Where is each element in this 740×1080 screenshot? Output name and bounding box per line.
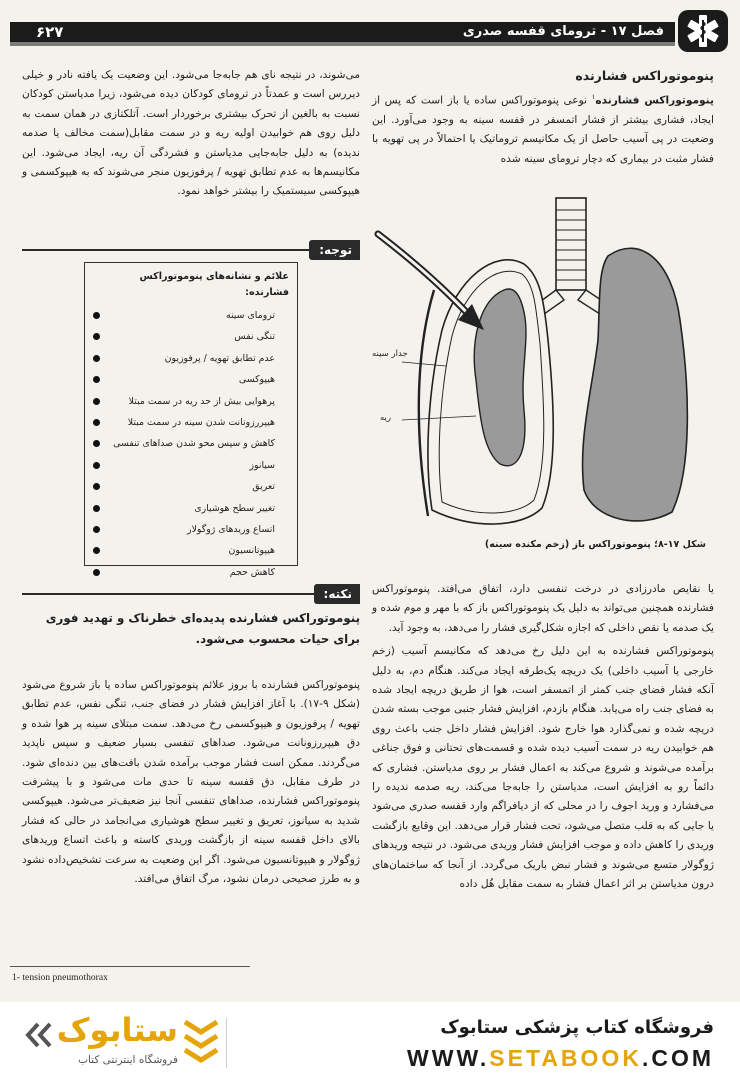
- notice-section: [22, 240, 360, 578]
- bullet-icon: [93, 569, 100, 576]
- bullet-icon: [93, 312, 100, 319]
- lung-diagram: [372, 190, 714, 535]
- paragraph-2: یا نقایص مادرزادی در درخت تنفسی دارد، اتفاق می‌افتد. پنوموتوراکس فشارنده همچنین می‌تواند به دلیل یک پنوموتوراکس باز که با مهر و موم شده و یک صدمه یا نقص داخلی که اجازه شکل‌گیری فشار را می‌دهد، به وجود آید.: [372, 583, 714, 634]
- logo-subtitle: فروشگاه اینترنتی کتاب: [78, 1054, 178, 1066]
- bullet-icon: [93, 462, 100, 469]
- note-bar: [22, 593, 360, 595]
- note-text: پنوموتوراکس فشارنده پدیده‌ای خطرناک و تهدید فوری برای حیات محسوب می‌شود.: [45, 611, 360, 646]
- left-column-lower: [22, 676, 360, 889]
- intro-paragraph: [372, 88, 714, 169]
- list-item: هیپوتانسیون: [93, 540, 289, 561]
- bullet-icon: [93, 398, 100, 405]
- bullet-icon: [93, 419, 100, 426]
- bullet-icon: [93, 355, 100, 362]
- paragraph-3: پنوموتوراکس فشارنده به این دلیل رخ می‌دهد که مکانیسم آسیب (زخم خارجی یا آسیب داخلی) یک دریچه یک‌طرفه ایجاد می‌کند. هنگام دم، به دلیل آنکه فشار فضای جنب کمتر از اتمسفر است، هوا از طریق دریچه ایجاد شده به فضای جنب راه می‌یابد. هنگام بازدم، افزایش فشار جنبی موجب بسته شدن دریچه شده و نمی‌گذارد هوا خارج شود. افزایش فشار داخل جنب باعث روی هم خوابیدن ریه در سمت آسیب دیده شده و قسمت‌های تحتانی و فوق جناغی برآمده می‌شوند و شروع می‌کند به اعمال فشار بر روی مدیاستن. فشاری که دائماً رو به افزایش است، مدیاستن را جابه‌جا می‌کند، ریه صدمه ندیده را می‌فشارد و ورید اجوف را در محلی که از دیافراگم وارد قفسه صدری می‌شود یا جایی که به قلب متصل می‌شود، تحت فشار قرار می‌دهد. این وقایع بازگشت وریدی را کاهش داده و موجب افزایش فشار وریدی می‌شود. در نتیجه وریدهای ژوگولار متسع می‌شوند و فشار نبض باریک می‌گردد. از آنجا که ساختمان‌های درون مدیاستن بر اثر اعمال فشار به سمت مقابل هُل داده: [372, 645, 714, 891]
- list-item: تعریق: [93, 476, 289, 497]
- list-item: کاهش حجم: [93, 562, 289, 583]
- bullet-icon: [93, 333, 100, 340]
- bullet-icon: [93, 376, 100, 383]
- logo-text: ستابوک: [56, 1011, 178, 1049]
- left-column: [22, 66, 360, 202]
- footnote-rule: [10, 966, 250, 967]
- list-item: هیپوکسی: [93, 369, 289, 390]
- right-column: [372, 66, 714, 169]
- symptom-list: [93, 305, 289, 583]
- notice-tag: توجه:: [309, 240, 360, 260]
- page-number: ۶۲۷: [36, 23, 64, 41]
- list-item: هیپررزونانت شدن سینه در سمت مبتلا: [93, 412, 289, 433]
- footnote-mark: ۱: [591, 93, 596, 101]
- book-stack-icon: [182, 1014, 220, 1070]
- list-item: ترومای سینه: [93, 305, 289, 326]
- bullet-icon: [93, 547, 100, 554]
- list-item: تنگی نفس: [93, 326, 289, 347]
- left-paragraph-2: پنوموتوراکس فشارنده با بروز علائم پنوموتوراکس ساده یا باز شروع می‌شود (شکل ۹-۱۷). با آغاز افزایش فشار در فضای جنب، تنگی نفس، عدم تطابق تهویه / پرفوزیون و هیپوکسمی رخ می‌دهد. سمت مبتلای سینه پر هوا شده و دق هیپررزونانت می‌شود. صداهای تنفسی بسیار ضعیف و سپس ناپدید می‌گردند. ممکن است فشار موجب برآمده شدن بافت‌های بین دنده‌ای شود. در طرف مقابل، دق قفسه سینه تا حدی مات می‌شود و با پیشرفت پنوموتوراکس فشارنده، صداهای تنفسی آنجا نیز ضعیف‌تر می‌شود. هیپوکسی شدید به سیانوز، تعریق و تغییر سطح هوشیاری می‌انجامد در حالی که فشار بالای داخل قفسه سینه از بازگشت وریدی کاسته و باعث اتساع وریدهای ژوگولار و هیپوتانسیون می‌شود. اگر این وضعیت به سرعت تشخیص‌داده نشود و به طرز صحیحی درمان نشود، مرگ اتفاق می‌افتد.: [22, 679, 360, 886]
- store-footer: [0, 1002, 740, 1080]
- star-of-life-icon: [678, 10, 728, 52]
- intro-term: پنوموتوراکس فشارنده: [595, 94, 714, 107]
- header-stripe: [10, 42, 675, 46]
- list-item: اتساع وریدهای ژوگولار: [93, 519, 289, 540]
- footer-divider: [226, 1018, 227, 1068]
- label-lung: ریه: [380, 413, 392, 423]
- notice-box: [84, 262, 298, 578]
- page-header: [10, 8, 728, 60]
- footnote: 1- tension pneumothorax: [12, 972, 108, 983]
- label-chest-wall: جدار سینه: [372, 349, 408, 359]
- list-item: پرهوایی بیش از حد ریه در سمت مبتلا: [93, 391, 289, 412]
- bullet-icon: [93, 526, 100, 533]
- store-name: فروشگاه کتاب پزشکی ستابوک: [440, 1017, 714, 1038]
- chevrons-left-icon: [24, 1020, 54, 1050]
- list-item: تغییر سطح هوشیاری: [93, 498, 289, 519]
- store-url[interactable]: WWW.SETABOOK.COM: [407, 1045, 714, 1071]
- list-item: عدم تطابق تهویه / پرفوزیون: [93, 348, 289, 369]
- bullet-icon: [93, 440, 100, 447]
- list-item: سیانوز: [93, 455, 289, 476]
- chapter-title: فصل ۱۷ - ترومای قفسه صدری: [462, 24, 664, 39]
- figure-open-pneumothorax: [372, 190, 714, 560]
- right-column-lower: [372, 580, 714, 895]
- note-section: [22, 584, 360, 658]
- list-item: کاهش و سپس محو شدن صداهای تنفسی: [93, 433, 289, 454]
- note-tag: نکته:: [314, 584, 360, 604]
- store-logo[interactable]: [24, 1010, 220, 1076]
- section-heading: پنوموتوراکس فشارنده: [575, 68, 714, 83]
- bullet-icon: [93, 505, 100, 512]
- left-paragraph-1: می‌شوند، در نتیجه نای هم جابه‌جا می‌شود. این وضعیت یک یافته نادر و خیلی دیررس است و عمدتاً در ترومای کودکان دیده می‌شود، زیرا مدیاستن کودکان نسبت به بالغین از تحرک بیشتری برخوردار است. آتلکتازی در همان سمت به دلیل روی هم خوابیدن اولیه ریه و در سمت مقابل(سمت مخالف یا صدمه ندیده) به دلیل جابه‌جایی مدیاستن و فشردگی آن ریه، ایجاد می‌شود. این مکانیسم‌ها به عدم تطابق تهویه / پرفوزیون منجر می‌شوند که به هیپوکسمی و هیپوکسی سیستمیک را بیشتر خواهد نمود.: [22, 69, 360, 198]
- intro-text: نوعی پنوموتوراکس ساده یا باز است که پس از ایجاد، فشاری بیشتر از فشار اتمسفر در قفسه سینه به وجود می‌آورد. این وضعیت در پی آسیب حاصل از یک مکانیسم تروماتیک یا احتمالاً در پی تهویه با فشار مثبت در بیماری که دچار ترومای سینه شده: [372, 94, 714, 165]
- right-lung: [583, 248, 688, 521]
- bullet-icon: [93, 483, 100, 490]
- figure-caption: شکل ۱۷-۸؛ پنوموتوراکس باز (زخم مکنده سینه): [484, 539, 706, 550]
- notice-title: علائم و نشانه‌های پنوموتوراکس فشارنده:: [139, 271, 289, 298]
